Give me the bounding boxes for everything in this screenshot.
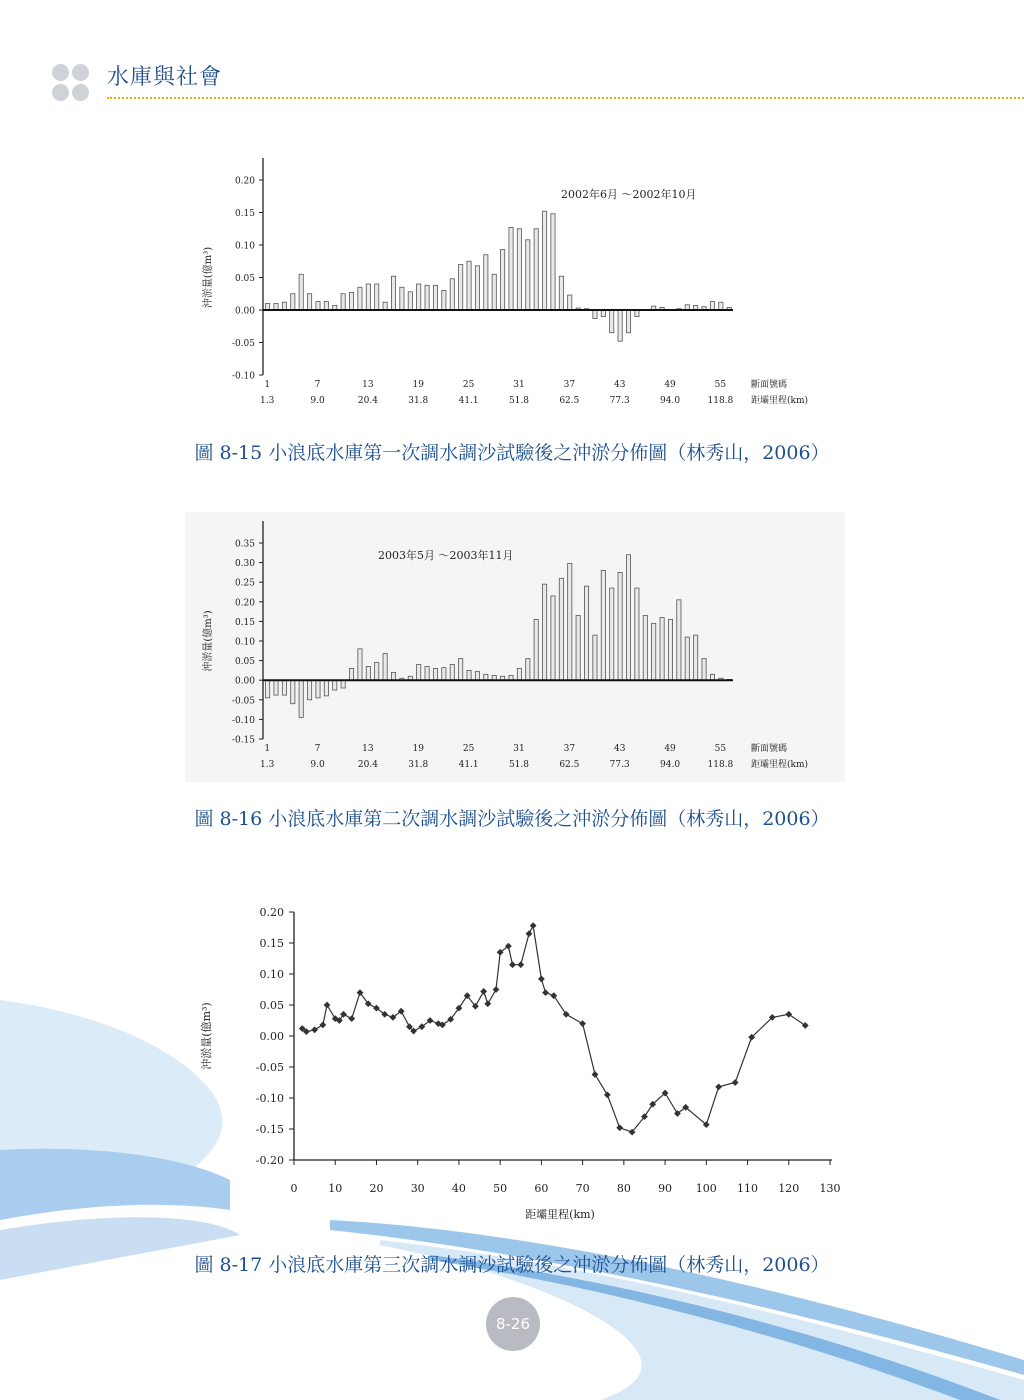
bar — [643, 616, 647, 681]
bar — [660, 617, 664, 680]
x-tick-distance: 9.0 — [310, 760, 325, 770]
bar — [324, 680, 328, 696]
y-tick-label: 0.10 — [234, 637, 255, 648]
bar — [459, 659, 463, 681]
bar — [694, 635, 698, 680]
x-tick-distance: 51.8 — [508, 396, 530, 406]
bar — [593, 635, 597, 680]
x-tick-label: 120 — [778, 1182, 800, 1195]
bar — [450, 279, 454, 310]
bar — [266, 680, 270, 698]
bar — [484, 255, 488, 310]
y-tick-label: 0.15 — [259, 937, 284, 950]
bar — [710, 302, 714, 310]
figure-caption-8-16: 圖 8-16 小浪底水庫第二次調水調沙試驗後之沖淤分佈圖（林秀山，2006） — [194, 808, 830, 830]
data-point — [509, 961, 516, 968]
y-tick-label: 0.30 — [234, 559, 255, 570]
x-tick-distance: 118.8 — [707, 760, 734, 770]
bar — [509, 227, 513, 310]
x-tick-distance: 118.8 — [707, 396, 734, 406]
y-tick-label: 0.10 — [259, 968, 284, 981]
bar — [702, 659, 706, 681]
data-point — [484, 1000, 491, 1007]
x-tick-section: 19 — [412, 380, 424, 390]
bar — [366, 666, 370, 680]
bar — [316, 680, 320, 698]
x-tick-distance: 94.0 — [660, 396, 681, 406]
bar — [534, 229, 538, 310]
x-tick-distance: 31.8 — [408, 396, 429, 406]
y-tick-label: -0.05 — [231, 339, 255, 349]
y-tick-label: 0.20 — [234, 176, 255, 187]
bar — [375, 284, 379, 310]
bar — [593, 310, 597, 318]
y-tick-label: 0.20 — [259, 906, 284, 919]
bar — [316, 302, 320, 310]
data-point — [550, 992, 557, 999]
x-tick-section: 25 — [462, 380, 475, 390]
y-tick-label: 0.15 — [234, 617, 255, 628]
x-tick-distance: 41.1 — [458, 760, 479, 770]
x-axis-label-distance: 距壩里程(km) — [751, 396, 809, 406]
bar — [450, 665, 454, 681]
bar — [375, 663, 379, 681]
bar — [568, 295, 572, 310]
bar — [475, 266, 479, 310]
bar — [307, 680, 311, 700]
x-tick-section: 55 — [714, 744, 727, 754]
bar — [517, 229, 521, 310]
x-tick-label: 100 — [695, 1182, 717, 1195]
data-point — [526, 930, 533, 937]
bar — [526, 659, 530, 681]
x-tick-distance: 94.0 — [660, 760, 681, 770]
bar — [459, 265, 463, 311]
bar — [391, 276, 395, 310]
bar — [291, 680, 295, 704]
header-dots-icon — [52, 64, 92, 104]
data-point — [732, 1079, 739, 1086]
bar — [626, 310, 630, 333]
bar — [635, 588, 639, 680]
bar — [626, 555, 630, 680]
data-point — [715, 1083, 722, 1090]
bar — [291, 294, 295, 310]
bar — [618, 310, 622, 341]
bar — [383, 654, 387, 681]
bar — [492, 274, 496, 310]
y-axis-label: 沖淤量(億m³) — [203, 246, 214, 309]
x-tick-section: 1 — [264, 744, 271, 754]
bar — [475, 672, 479, 681]
x-tick-section: 55 — [714, 380, 727, 390]
data-point — [348, 1015, 355, 1022]
bar — [341, 680, 345, 688]
data-point — [480, 988, 487, 995]
page-number: 8-26 — [486, 1297, 540, 1351]
x-tick-label: 80 — [616, 1182, 631, 1195]
chart-background — [185, 512, 845, 782]
y-axis-label: 沖淤量(億m³) — [203, 610, 214, 672]
x-axis-label-distance: 距壩里程(km) — [751, 760, 809, 770]
data-point — [802, 1022, 809, 1029]
figure-caption-8-17: 圖 8-17 小浪底水庫第三次調水調沙試驗後之沖淤分佈圖（林秀山，2006） — [194, 1254, 830, 1276]
x-tick-label: 90 — [658, 1182, 673, 1195]
bar — [433, 668, 437, 680]
data-point — [592, 1071, 599, 1078]
bar — [542, 211, 546, 310]
y-tick-label: 0.00 — [259, 1030, 284, 1043]
bar — [442, 668, 446, 681]
bar — [391, 672, 395, 680]
bar — [307, 294, 311, 310]
bar — [299, 680, 303, 717]
header-title: 水庫與社會 — [107, 65, 223, 90]
bar — [274, 680, 278, 695]
bar — [467, 261, 471, 310]
bar — [668, 619, 672, 680]
y-tick-label: -0.10 — [255, 1092, 284, 1105]
data-point — [604, 1092, 611, 1099]
x-tick-label: 10 — [328, 1182, 343, 1195]
bar — [610, 310, 614, 333]
bar — [433, 285, 437, 310]
x-tick-distance: 1.3 — [260, 760, 275, 770]
y-tick-label: -0.05 — [231, 696, 255, 707]
x-tick-distance: 51.8 — [508, 760, 530, 770]
y-tick-label: 0.00 — [234, 306, 255, 317]
bar — [400, 287, 404, 310]
header-divider — [107, 97, 1024, 99]
y-tick-label: 0.05 — [259, 999, 284, 1012]
x-tick-section: 49 — [664, 744, 676, 754]
x-tick-distance: 62.5 — [559, 760, 580, 770]
data-point — [563, 1011, 570, 1018]
x-tick-distance: 41.1 — [458, 396, 479, 406]
x-tick-label: 20 — [369, 1182, 384, 1195]
y-tick-label: 0.35 — [234, 539, 255, 550]
bar — [282, 680, 286, 695]
data-point — [785, 1011, 792, 1018]
figure-caption-8-15: 圖 8-15 小浪底水庫第一次調水調沙試驗後之沖淤分佈圖（林秀山，2006） — [194, 442, 830, 464]
x-tick-label: 40 — [451, 1182, 466, 1195]
bar — [551, 214, 555, 310]
x-tick-label: 130 — [819, 1182, 841, 1195]
x-tick-section: 7 — [314, 744, 321, 754]
x-tick-section: 49 — [664, 380, 676, 390]
bar — [417, 665, 421, 681]
bar — [299, 274, 303, 310]
bar — [425, 285, 429, 310]
y-tick-label: 0.05 — [234, 657, 255, 668]
bar — [333, 680, 337, 690]
x-tick-distance: 9.0 — [310, 396, 325, 406]
bar — [652, 623, 656, 680]
y-tick-label: 0.05 — [234, 274, 255, 284]
bar — [366, 284, 370, 310]
bar — [526, 240, 530, 310]
bar — [551, 596, 555, 680]
x-tick-section: 13 — [362, 380, 374, 390]
data-point — [616, 1124, 623, 1131]
chart-scour-2003 — [185, 512, 845, 782]
data-point — [542, 989, 549, 996]
x-tick-section: 37 — [563, 744, 576, 754]
x-tick-section: 25 — [462, 744, 475, 754]
bar — [408, 292, 412, 310]
x-tick-distance: 77.3 — [609, 396, 630, 406]
y-tick-label: 0.20 — [234, 598, 255, 609]
bar — [534, 619, 538, 680]
y-tick-label: -0.15 — [255, 1123, 284, 1136]
data-point — [579, 1020, 586, 1027]
bar — [677, 600, 681, 680]
bar — [517, 668, 521, 680]
x-tick-section: 19 — [412, 744, 424, 754]
y-tick-label: 0.00 — [234, 676, 255, 687]
bar — [618, 572, 622, 680]
bar — [610, 588, 614, 680]
data-point — [493, 986, 500, 993]
bar — [559, 276, 563, 310]
bar — [349, 292, 353, 310]
bar — [576, 616, 580, 681]
y-tick-label: 0.15 — [234, 209, 255, 219]
bar — [559, 578, 563, 680]
data-point — [517, 961, 524, 968]
x-tick-section: 7 — [314, 380, 321, 390]
data-point — [311, 1026, 318, 1033]
bar — [467, 670, 471, 680]
x-axis-label: 距壩里程(km) — [525, 1208, 595, 1221]
x-tick-section: 1 — [264, 380, 271, 390]
x-tick-section: 43 — [613, 744, 626, 754]
bar — [358, 287, 362, 310]
x-tick-label: 70 — [575, 1182, 590, 1195]
page-header — [0, 0, 1024, 110]
y-axis-label: 沖淤量(億m³) — [200, 1002, 213, 1070]
x-tick-label: 30 — [410, 1182, 425, 1195]
x-tick-label: 50 — [493, 1182, 508, 1195]
bar — [349, 668, 353, 680]
x-tick-section: 31 — [513, 744, 525, 754]
bar — [584, 586, 588, 680]
bar — [542, 584, 546, 680]
x-tick-distance: 31.8 — [408, 760, 429, 770]
y-tick-label: 0.10 — [234, 241, 255, 252]
x-tick-distance: 1.3 — [260, 396, 275, 406]
x-tick-label: 0 — [290, 1182, 298, 1195]
bar — [719, 302, 723, 310]
x-tick-distance: 20.4 — [357, 760, 378, 770]
y-tick-label: -0.15 — [231, 735, 255, 746]
y-tick-label: -0.05 — [255, 1061, 284, 1074]
data-point — [324, 1002, 331, 1009]
data-point — [530, 922, 537, 929]
x-tick-distance: 20.4 — [357, 396, 378, 406]
bar — [685, 637, 689, 680]
bar — [501, 250, 505, 310]
x-tick-label: 60 — [534, 1182, 549, 1195]
bar — [601, 570, 605, 680]
x-tick-distance: 62.5 — [559, 396, 580, 406]
bar — [383, 302, 387, 310]
x-tick-section: 13 — [362, 744, 374, 754]
chart-scour-line — [190, 890, 850, 1230]
x-tick-label: 110 — [737, 1182, 759, 1195]
bar — [341, 294, 345, 310]
x-axis-label-section: 斷面號碼 — [751, 380, 788, 390]
bar — [425, 666, 429, 680]
x-tick-section: 43 — [613, 380, 626, 390]
data-point — [538, 976, 545, 983]
y-tick-label: 0.25 — [234, 578, 255, 589]
x-tick-distance: 77.3 — [609, 760, 630, 770]
chart-scour-2002 — [185, 148, 845, 418]
series-line — [302, 926, 805, 1133]
bar — [417, 284, 421, 310]
x-tick-section: 31 — [513, 380, 525, 390]
bar — [358, 649, 362, 680]
bar — [324, 302, 328, 310]
bar — [282, 302, 286, 310]
chart-annotation: 2003年5月 ～2003年11月 — [378, 549, 514, 562]
bar — [442, 291, 446, 311]
data-point — [319, 1021, 326, 1028]
bar — [568, 563, 572, 680]
chart-annotation: 2002年6月 ～2002年10月 — [561, 188, 697, 201]
x-tick-section: 37 — [563, 380, 576, 390]
y-tick-label: -0.10 — [231, 715, 255, 726]
data-point — [340, 1011, 347, 1018]
y-tick-label: -0.20 — [255, 1154, 284, 1167]
x-axis-label-section: 斷面號碼 — [751, 744, 788, 754]
y-tick-label: -0.10 — [231, 371, 255, 382]
